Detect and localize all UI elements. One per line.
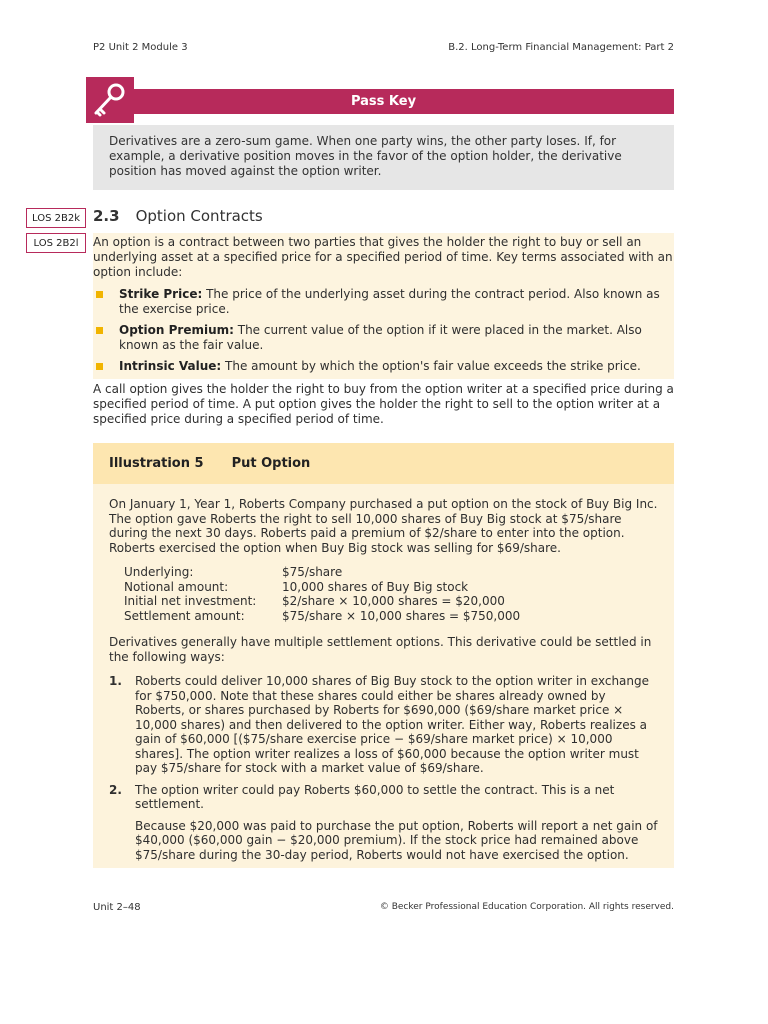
key-icon <box>86 77 134 123</box>
illustration-body <box>93 484 674 868</box>
list-item <box>93 323 674 353</box>
illustration-header <box>93 443 674 484</box>
illustration-paragraph: On January 1, Year 1, Roberts Company purchased a put option on the stock of Buy Big Inc. The option gave Roberts the right to sell 10,000 shares of Buy Big stock at $75/share during the next 30 days. Roberts paid a premium of $2/share to enter into the option. Roberts exercised the option when Buy Big stock was selling for $69/share. <box>109 497 658 555</box>
section-number: 2.3 <box>93 207 120 225</box>
detail-value: $75/share <box>282 565 343 579</box>
bullet-square-icon <box>96 363 103 370</box>
detail-row <box>124 594 658 609</box>
section-title: Option Contracts <box>135 207 263 225</box>
term-definition: The price of the underlying asset during the contract period. Also known as the exercise price. <box>119 287 660 316</box>
passkey-title: Pass Key <box>93 89 674 114</box>
detail-row <box>124 580 658 595</box>
detail-value: $75/share × 10,000 shares = $750,000 <box>282 608 521 623</box>
illustration-title: Put Option <box>231 456 311 471</box>
term-label: Strike Price: <box>119 287 203 301</box>
term-label: Option Premium: <box>119 323 234 337</box>
detail-key: Initial net investment: <box>124 594 257 608</box>
key-terms-list <box>93 287 674 380</box>
item-text: Roberts could deliver 10,000 shares of Big Buy stock to the option writer in exchange for $750,000. Note that these shares could either be shares already owned by Roberts, or shares purchased by Roberts for $690,000 ($69/share market price × 10,000 shares) and then delivered to the option writer. Either way, Roberts realizes a gain of $60,000 [($75/share exercise price − $69/share market price) × 10,000 shares]. The option writer realizes a loss of $60,000 because the option writer must pay $75/share for stock with a market value of $69/share. <box>135 674 650 775</box>
running-header-right: B.2. Long-Term Financial Management: Part 2 <box>448 42 674 53</box>
item-number: 2. <box>109 782 122 797</box>
term-definition: The amount by which the option's fair value exceeds the strike price. <box>221 359 641 373</box>
detail-value: 10,000 shares of Buy Big stock <box>282 579 469 594</box>
item-number: 1. <box>109 674 122 688</box>
los-tag-2b2l: LOS 2B2l <box>26 233 86 253</box>
numbered-item <box>109 674 658 776</box>
illustration-paragraph: Derivatives generally have multiple settlement options. This derivative could be settled in the following ways: <box>109 635 652 664</box>
detail-key: Settlement amount: <box>124 608 245 623</box>
closing-paragraph: Because $20,000 was paid to purchase the put option, Roberts will report a net gain of $40,000 ($60,000 gain − $20,000 premium). If the stock price had remained above $75/share during the 30-day period, Roberts would not have exercised the option. <box>135 818 658 862</box>
detail-key: Notional amount: <box>124 579 229 594</box>
bullet-square-icon <box>96 327 103 334</box>
detail-row <box>124 609 658 624</box>
call-put-paragraph: A call option gives the holder the right to buy from the option writer at a specified price during a specified period of time. A put option gives the holder the right to sell to the option writer at a specified price during a specified period of time. <box>93 382 674 426</box>
passkey-text: Derivatives are a zero-sum game. When one party wins, the other party loses. If, for example, a derivative position moves in the favor of the option holder, the derivative position has moved against the option writer. <box>93 125 674 190</box>
item-text: The option writer could pay Roberts $60,000 to settle the contract. This is a net settlement. <box>135 782 615 811</box>
numbered-item <box>109 783 658 812</box>
section-heading <box>93 207 263 225</box>
copyright: © Becker Professional Education Corporation. All rights reserved. <box>379 902 674 912</box>
bullet-square-icon <box>96 291 103 298</box>
detail-row <box>124 565 658 580</box>
detail-key: Underlying: <box>124 565 194 579</box>
details-table <box>124 565 658 623</box>
running-header-left: P2 Unit 2 Module 3 <box>93 42 188 53</box>
section-intro: An option is a contract between two parties that gives the holder the right to buy or sell an underlying asset at a specified price for a specified period of time. Key terms associated with an option include: <box>93 235 673 279</box>
term-definition: The current value of the option if it were placed in the market. Also known as the fair value. <box>119 323 642 352</box>
detail-value: $2/share × 10,000 shares = $20,000 <box>282 594 505 608</box>
los-tag-2b2k: LOS 2B2k <box>26 208 86 228</box>
illustration-label: Illustration 5 <box>109 456 204 471</box>
page-number: Unit 2–48 <box>93 902 141 913</box>
list-item <box>93 359 674 374</box>
term-label: Intrinsic Value: <box>119 359 222 373</box>
list-item <box>93 287 674 317</box>
